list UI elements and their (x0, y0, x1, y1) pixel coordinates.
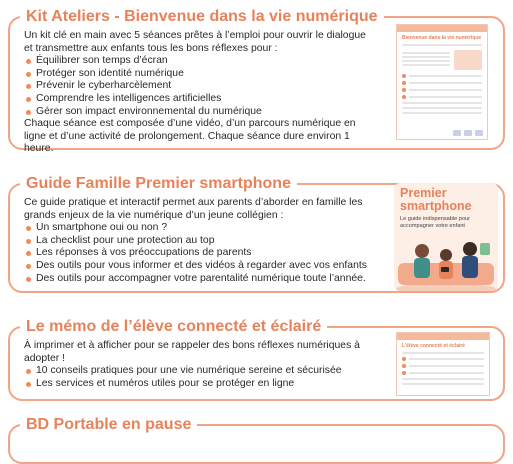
thumbnail-header-bar (397, 25, 487, 32)
list-item: Des outils pour accompagner votre parentalité numérique toute l’année. (24, 273, 370, 286)
kit-ateliers-outro: Chaque séance est composée d’une vidéo, d’un parcours numérique en ligne et d’une activité de prolongement. Chaque séance dure environ 1 heure. (24, 118, 356, 155)
family-illustration (394, 233, 498, 291)
list-item: Les réponses à vos préoccupations de parents (24, 247, 370, 260)
list-item: La checklist pour une protection au top (24, 235, 370, 248)
list-item: Protéger son identité numérique (24, 68, 374, 81)
kit-ateliers-intro: Un kit clé en main avec 5 séances prêtes à l’emploi pour ouvrir le dialogue et transmettre aux enfants tous les bons réflexes pour : (24, 30, 366, 54)
memo-eleve-list (24, 365, 374, 390)
guide-famille-list (24, 222, 370, 285)
partner-logos (453, 130, 483, 136)
kit-ateliers-title: Kit Ateliers - Bienvenue dans la vie numérique (20, 7, 384, 27)
list-item: Gérer son impact environnemental du numérique (24, 106, 374, 119)
bd-portable-card (8, 416, 505, 464)
guide-famille-intro: Ce guide pratique et interactif permet aux parents d’aborder en famille les grands enjeux de la vie numérique d’un jeune collégien : (24, 197, 363, 221)
thumbnail-title: L’élève connecté et éclairé (402, 343, 466, 349)
list-item: Comprendre les intelligences artificielles (24, 93, 374, 106)
memo-eleve-intro: À imprimer et à afficher pour se rappeler des bons réflexes numériques à adopter ! (24, 340, 360, 364)
memo-eleve-thumbnail[interactable] (396, 332, 490, 396)
kit-ateliers-list (24, 55, 374, 118)
cover-subtitle: Le guide indispensable pour accompagner votre enfant (400, 216, 470, 229)
list-item: Les services et numéros utiles pour se protéger en ligne (24, 378, 374, 391)
memo-eleve-card (8, 318, 505, 401)
memo-eleve-body (24, 340, 374, 390)
guide-famille-title: Guide Famille Premier smartphone (20, 174, 297, 194)
cover-title: Premier smartphone (400, 186, 472, 213)
list-item: Prévenir le cyberharcèlement (24, 80, 374, 93)
guide-famille-body (24, 197, 370, 285)
memo-eleve-title: Le mémo de l’élève connecté et éclairé (20, 317, 327, 337)
list-item: Équilibrer son temps d’écran (24, 55, 374, 68)
list-item: 10 conseils pratiques pour une vie numérique sereine et sécurisée (24, 365, 374, 378)
guide-famille-card (8, 175, 505, 293)
kit-ateliers-body (24, 30, 374, 156)
guide-famille-cover[interactable] (394, 183, 498, 291)
list-item: Des outils pour vous informer et des vidéos à regarder avec vos enfants (24, 260, 370, 273)
bd-portable-title: BD Portable en pause (20, 415, 197, 435)
thumbnail-title: Bienvenue dans la vie numérique (402, 35, 482, 41)
thumbnail-header-bar (397, 333, 489, 340)
kit-ateliers-card (8, 8, 505, 155)
list-item: Un smartphone oui ou non ? (24, 222, 370, 235)
kit-ateliers-thumbnail[interactable] (396, 24, 488, 140)
